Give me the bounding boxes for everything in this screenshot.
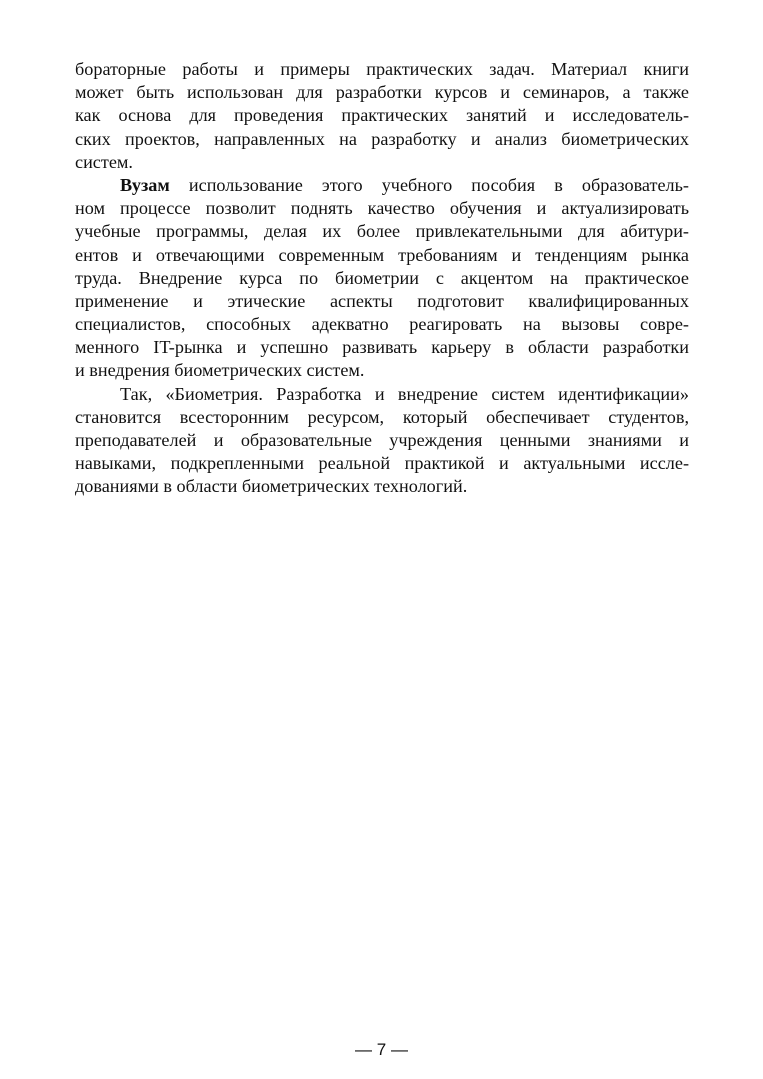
text-line: дованиями в области биометрических технологий. <box>75 476 468 497</box>
text-line: учебные программы, делая их более привлекательными для абитури- <box>75 221 689 242</box>
text-line: труда. Внедрение курса по биометрии с акцентом на практическое <box>75 267 689 288</box>
text-line: ентов и отвечающими современным требованиям и тенденциям рынка <box>75 244 689 265</box>
text-line: ских проектов, направленных на разработку и анализ биометрических <box>75 128 689 149</box>
text-line: как основа для проведения практических занятий и исследователь- <box>75 105 689 126</box>
text-line: менного IT-рынка и успешно развивать карьеру в области разработки <box>75 337 689 358</box>
text-line: становится всесторонним ресурсом, который обеспечивает студентов, <box>75 406 689 427</box>
paragraph-universities <box>75 174 689 383</box>
text-line: систем. <box>75 151 133 172</box>
text-line: ном процессе позволит поднять качество обучения и актуализировать <box>75 198 689 219</box>
text-line: специалистов, способных адекватно реагировать на вызовы совре- <box>75 314 689 335</box>
text-line: может быть использован для разработки курсов и семинаров, а также <box>75 82 689 103</box>
paragraph-conclusion <box>75 383 689 499</box>
text-line: навыками, подкрепленными реальной практикой и актуальными иссле- <box>75 453 689 474</box>
document-body <box>75 58 689 499</box>
paragraph-continuation <box>75 58 689 174</box>
text-line-rest: использование этого учебного пособия в образователь- <box>169 174 689 195</box>
text-line-first <box>75 174 689 197</box>
page-number: — 7 — <box>355 1040 408 1059</box>
text-line: Так, «Биометрия. Разработка и внедрение систем идентификации» <box>120 383 689 404</box>
text-line: применение и этические аспекты подготовит квалифицированных <box>75 290 689 311</box>
bold-lead-word: Вузам <box>120 174 170 195</box>
text-line: и внедрения биометрических систем. <box>75 360 365 381</box>
text-line: бораторные работы и примеры практических задач. Материал книги <box>75 59 689 79</box>
text-line: преподавателей и образовательные учреждения ценными знаниями и <box>75 430 689 450</box>
